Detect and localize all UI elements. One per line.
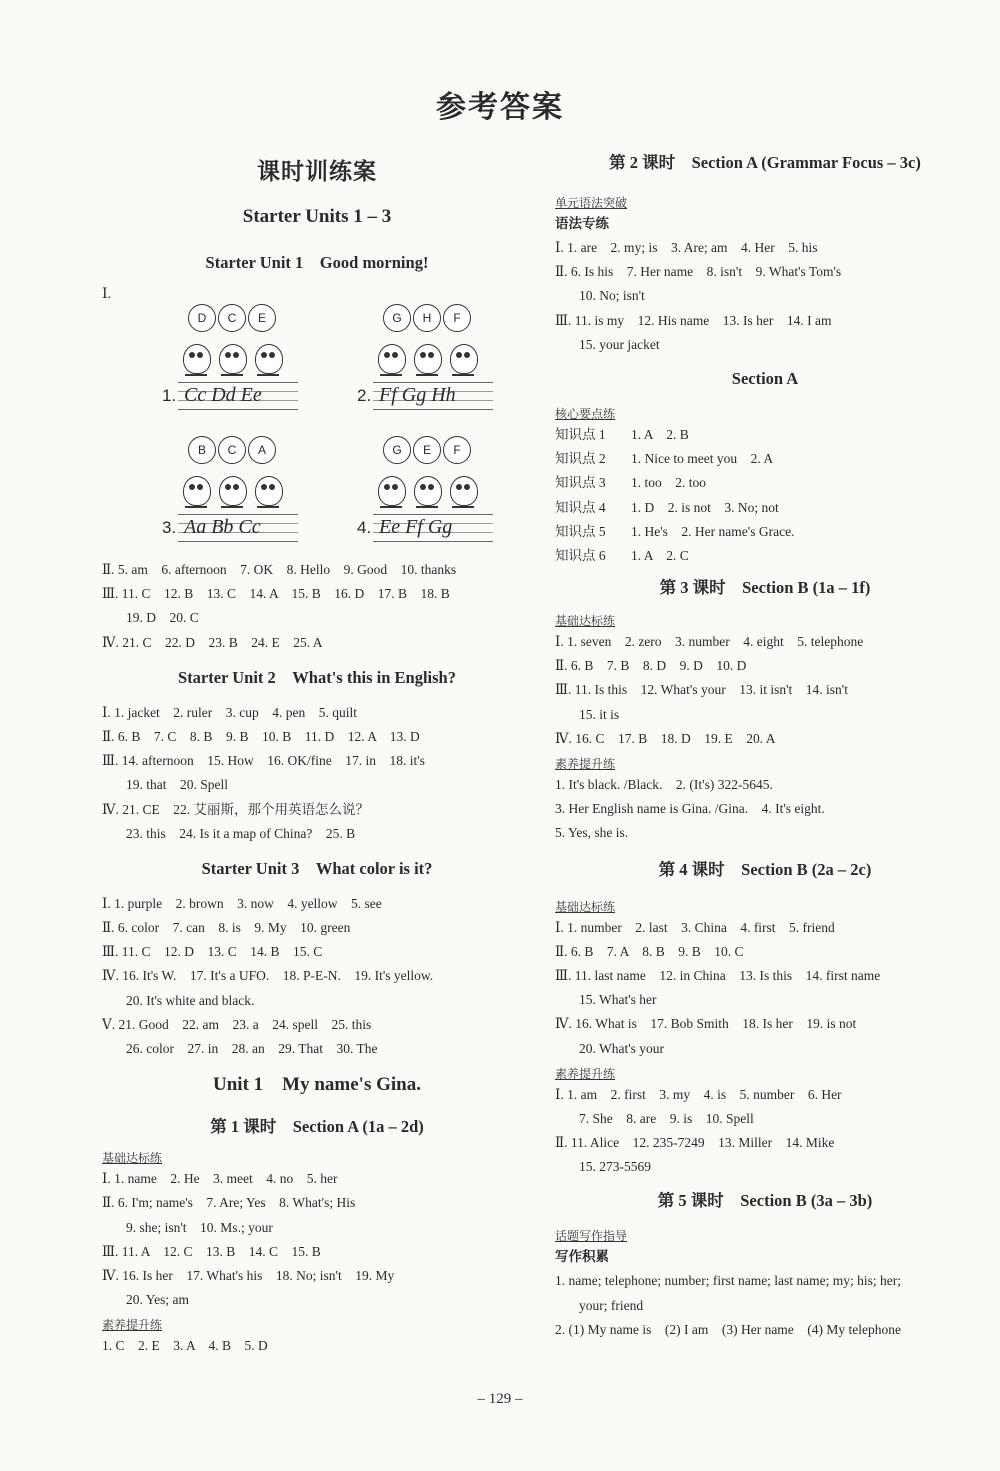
knowledge-point (555, 447, 975, 471)
subsection-label: 基础达标练 (102, 1151, 163, 1166)
knowledge-point-answer: 1. He's 2. Her name's Grace. (631, 523, 795, 539)
letter-balloon: C (218, 304, 246, 332)
subsection-label: 话题写作指导 (555, 1229, 628, 1244)
knowledge-point-answer: 1. Nice to meet you 2. A (631, 451, 774, 467)
answer-line: Ⅲ. 11. C 12. D 13. C 14. B 15. C (102, 944, 323, 960)
answer-line: 15. What's her (579, 992, 657, 1008)
lesson-heading: 第 4 课时 Section B (2a – 2c) (658, 859, 872, 879)
answer-line: 1. C 2. E 3. A 4. B 5. D (102, 1338, 268, 1354)
knowledge-point-label: 知识点 4 (555, 499, 606, 515)
answer-line: Ⅳ. 16. It's W. 17. It's a UFO. 18. P-E-N. 19. It's yellow. (102, 968, 434, 984)
letter-balloon: G (383, 304, 411, 332)
subsection-label: 基础达标练 (555, 899, 616, 914)
knowledge-point-label: 知识点 2 (555, 451, 606, 467)
page-title: 参考答案 (436, 91, 564, 124)
answer-line: 1. name; telephone; number; first name; last name; my; his; her; (555, 1273, 902, 1289)
letter-group (357, 304, 497, 410)
section-heading: 课时训练案 (257, 159, 377, 184)
lesson-heading: 第 5 课时 Section B (3a – 3b) (657, 1191, 873, 1211)
knowledge-point-label: 知识点 6 (555, 547, 606, 563)
bird-icon (446, 340, 480, 376)
letter-balloon: D (188, 304, 216, 332)
answer-line: Ⅱ. 5. am 6. afternoon 7. OK 8. Hello 9. Good 10. thanks (102, 562, 457, 577)
answer-line: Ⅱ. 6. I'm; name's 7. Are; Yes 8. What's; His (102, 1195, 356, 1211)
letter-balloon: A (248, 436, 276, 464)
answer-line: Ⅰ. 1. number 2. last 3. China 4. first 5. friend (555, 919, 835, 935)
answer-line: 15. your jacket (579, 336, 660, 352)
subsection-label: 单元语法突破 (555, 196, 628, 210)
knowledge-point-answer: 1. A 2. C (631, 547, 689, 563)
letter-balloon: E (413, 436, 441, 464)
letter-balloon: G (383, 436, 411, 464)
knowledge-point (555, 544, 975, 568)
answer-line: 7. She 8. are 9. is 10. Spell (579, 1110, 754, 1126)
answer-line: 2. (1) My name is (2) I am (3) Her name (4) My telephone (555, 1321, 902, 1337)
answer-line: 3. Her English name is Gina. /Gina. 4. It's eight. (555, 801, 825, 817)
starter-heading: Starter Units 1 – 3 (242, 206, 392, 227)
answer-line: Ⅲ. 11. A 12. C 13. B 14. C 15. B (102, 1243, 321, 1259)
answer-line: Ⅳ. 16. Is her 17. What's his 18. No; isn't 19. My (102, 1267, 395, 1283)
subsection-label: 素养提升练 (102, 1318, 163, 1333)
page-number: – 129 – (477, 1391, 523, 1407)
item-number: 2. (357, 386, 372, 405)
unit-heading: Starter Unit 2 What's this in English? (178, 667, 456, 687)
answer-line: 19. that 20. Spell (126, 777, 228, 793)
bird-icon (374, 340, 408, 376)
answer-line: Ⅱ. 6. Is his 7. Her name 8. isn't 9. What's Tom's (555, 264, 842, 280)
answer-line: Ⅰ. 1. name 2. He 3. meet 4. no 5. her (102, 1171, 338, 1187)
answer-line: Ⅳ. 21. CE 22. 艾丽斯，那个用英语怎么说？ (102, 801, 369, 817)
letter-group (162, 436, 302, 542)
answer-line: Ⅳ. 16. C 17. B 18. D 19. E 20. A (555, 730, 776, 746)
answer-line: Ⅰ. 1. seven 2. zero 3. number 4. eight 5. telephone (555, 634, 864, 650)
answer-line: Ⅰ. 1. are 2. my; is 3. Are; am 4. Her 5. his (555, 240, 818, 255)
answer-line: 9. she; isn't 10. Ms.; your (126, 1219, 273, 1235)
answer-line: Ⅱ. 6. color 7. can 8. is 9. My 10. green (102, 920, 351, 936)
handwritten-answer: Ff Gg Hh (379, 384, 456, 406)
answer-line: Ⅴ. 21. Good 22. am 23. a 24. spell 25. this (102, 1016, 372, 1032)
answer-line: Ⅰ. 1. jacket 2. ruler 3. cup 4. pen 5. quilt (102, 704, 358, 720)
answer-line: Ⅲ. 11. last name 12. in China 13. Is this 14. first name (555, 967, 881, 983)
unit-heading: Starter Unit 3 What color is it? (201, 858, 433, 878)
bird-icon (179, 340, 213, 376)
section-heading: Section A (731, 368, 799, 388)
answer-line: 26. color 27. in 28. an 29. That 30. The (126, 1041, 378, 1056)
subsection-label: 核心要点练 (555, 406, 616, 421)
answer-line: Ⅰ. 1. am 2. first 3. my 4. is 5. number 6. Her (555, 1086, 842, 1102)
item-number: 4. (357, 518, 372, 537)
bird-icon (410, 472, 444, 508)
handwritten-answer: Cc Dd Ee (184, 384, 262, 406)
item-number: 3. (162, 518, 177, 537)
answer-line: 10. No; isn't (579, 288, 645, 304)
answer-line: Ⅲ. 11. C 12. B 13. C 14. A 15. B 16. D 17. B 18. B (102, 586, 450, 602)
handwriting-lines (373, 514, 493, 542)
handwriting-lines (178, 514, 298, 542)
letter-exercise (102, 286, 532, 558)
bird-icon (215, 472, 249, 508)
knowledge-point-label: 知识点 1 (555, 426, 606, 442)
bird-icon (374, 472, 408, 508)
answer-line: Ⅰ. 1. purple 2. brown 3. now 4. yellow 5. see (102, 895, 382, 911)
answer-line: Ⅱ. 11. Alice 12. 235-7249 13. Miller 14. Mike (555, 1135, 835, 1151)
answer-line: Ⅱ. 6. B 7. B 8. D 9. D 10. D (555, 658, 747, 674)
subsection-label: 写作积累 (555, 1249, 609, 1265)
knowledge-point-answer: 1. too 2. too (631, 475, 707, 491)
knowledge-point-label: 知识点 3 (555, 475, 606, 491)
answer-line: 20. Yes; am (126, 1292, 190, 1308)
subsection-label: 语法专练 (555, 216, 609, 231)
bird-icon (179, 472, 213, 508)
answer-line: 5. Yes, she is. (555, 825, 629, 841)
knowledge-point-label: 知识点 5 (555, 523, 606, 539)
item-number: 1. (162, 386, 177, 405)
handwritten-answer: Aa Bb Cc (184, 516, 261, 538)
answer-line: Ⅲ. 11. Is this 12. What's your 13. it isn't 14. isn't (555, 682, 848, 698)
answer-line: Ⅳ. 21. C 22. D 23. B 24. E 25. A (102, 634, 323, 650)
answer-line: Ⅱ. 6. B 7. A 8. B 9. B 10. C (555, 943, 744, 959)
right-column (555, 150, 975, 1342)
answer-line: 20. What's your (579, 1040, 665, 1056)
letter-balloon: H (413, 304, 441, 332)
knowledge-point (555, 471, 975, 495)
answer-line: 15. 273-5569 (579, 1159, 651, 1175)
letter-balloon: C (218, 436, 246, 464)
knowledge-point-answer: 1. A 2. B (631, 426, 689, 442)
knowledge-point-answer: 1. D 2. is not 3. No; not (631, 499, 779, 515)
unit-title: Unit 1 My name's Gina. (213, 1074, 421, 1096)
answer-line: 15. it is (579, 706, 620, 722)
handwritten-answer: Ee Ff Gg (379, 516, 453, 538)
answer-line: your; friend (579, 1297, 644, 1313)
lesson-heading: 第 3 课时 Section B (1a – 1f) (659, 578, 871, 598)
answer-line: Ⅳ. 16. What is 17. Bob Smith 18. Is her 19. is not (555, 1016, 857, 1032)
bird-icon (215, 340, 249, 376)
part-label: Ⅰ. (102, 287, 112, 302)
answer-line: 19. D 20. C (126, 610, 199, 626)
answer-line: 23. this 24. Is it a map of China? 25. B (126, 825, 356, 841)
knowledge-point (555, 496, 975, 520)
subsection-label: 基础达标练 (555, 614, 616, 629)
bird-icon (251, 472, 285, 508)
letter-balloon: E (248, 304, 276, 332)
lesson-heading: 第 2 课时 Section A (Grammar Focus – 3c) (609, 153, 921, 172)
letter-group (357, 436, 497, 542)
letter-balloon: F (443, 436, 471, 464)
knowledge-point (555, 520, 975, 544)
bird-icon (410, 340, 444, 376)
bird-icon (446, 472, 480, 508)
letter-balloon: F (443, 304, 471, 332)
letter-group (162, 304, 302, 410)
handwriting-lines (178, 382, 298, 410)
letter-balloon: B (188, 436, 216, 464)
lesson-heading: 第 1 课时 Section A (1a – 2d) (210, 1117, 424, 1137)
subsection-label: 素养提升练 (555, 757, 616, 771)
left-column (102, 150, 532, 1359)
answer-line: Ⅱ. 6. B 7. C 8. B 9. B 10. B 11. D 12. A 13. D (102, 728, 420, 744)
handwriting-lines (373, 382, 493, 410)
bird-icon (251, 340, 285, 376)
answer-line: 1. It's black. /Black. 2. (It's) 322-5645. (555, 777, 773, 792)
answer-line: 20. It's white and black. (126, 992, 255, 1008)
unit-heading: Starter Unit 1 Good morning! (205, 253, 429, 272)
answer-line: Ⅲ. 14. afternoon 15. How 16. OK/fine 17. in 18. it's (102, 753, 425, 769)
subsection-label: 素养提升练 (555, 1066, 616, 1081)
answer-line: Ⅲ. 11. is my 12. His name 13. Is her 14. I am (555, 312, 832, 328)
knowledge-point (555, 423, 975, 447)
